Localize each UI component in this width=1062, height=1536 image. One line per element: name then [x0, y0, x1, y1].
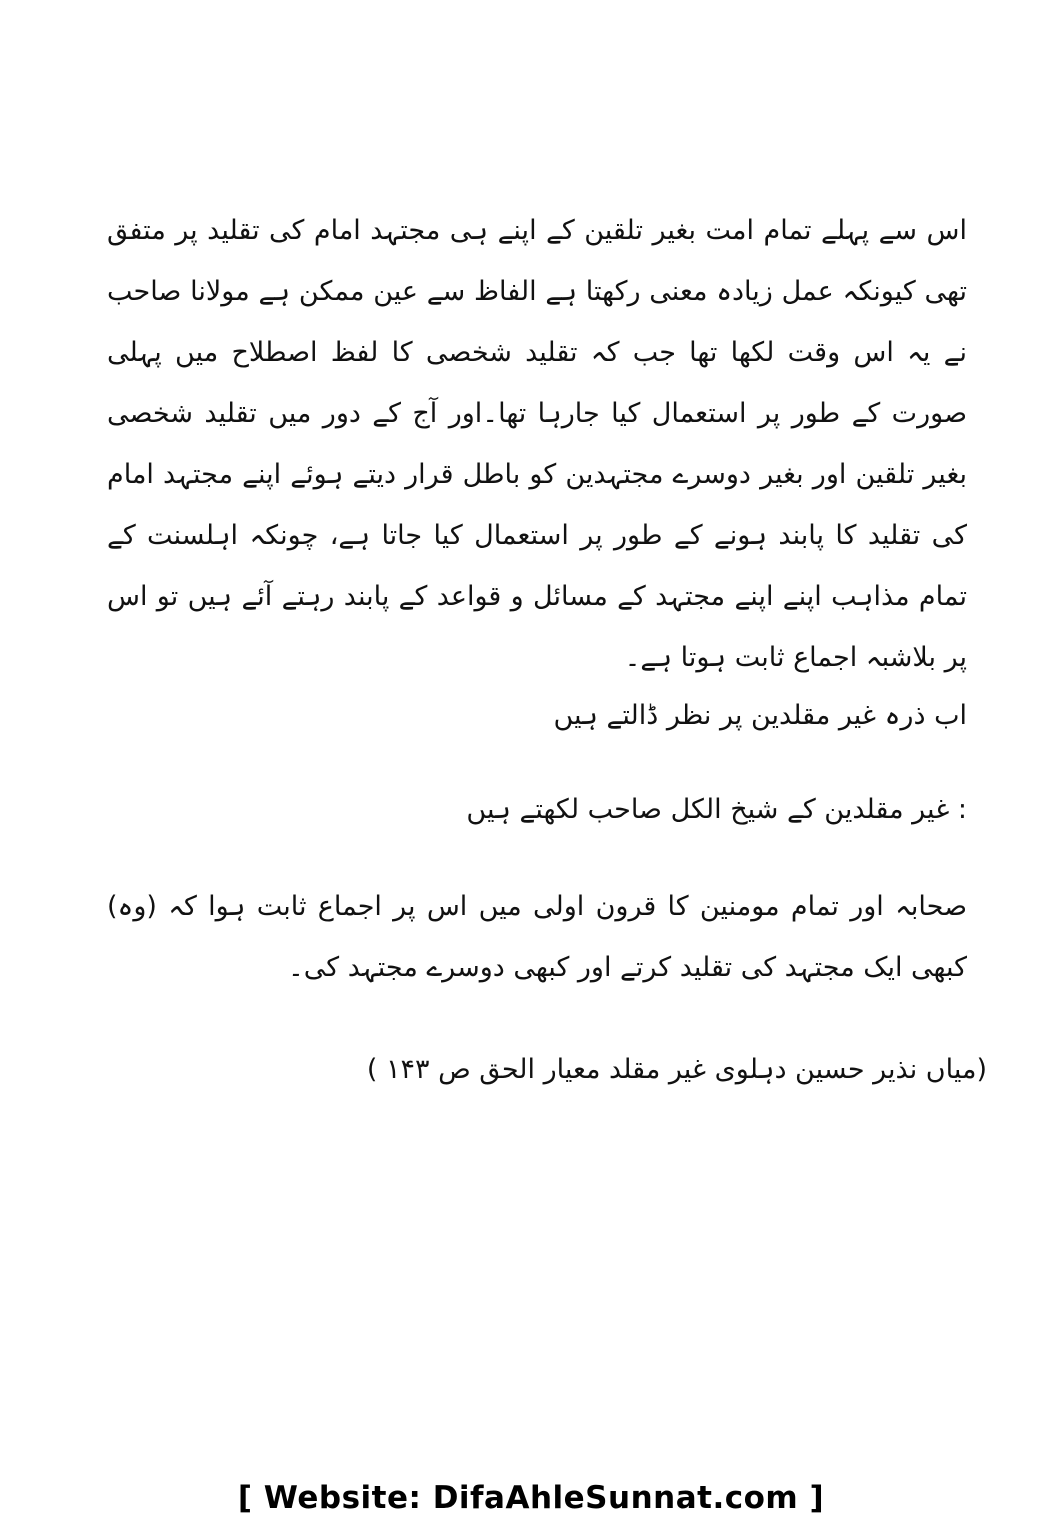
reference-citation: (میاں نذیر حسین دہلوی غیر مقلد معیار الحق ص ۱۴۳ ) [366, 1054, 987, 1085]
main-paragraph: اس سے پہلے تمام امت بغیر تلقین کے اپنے ہی مجتہد امام کی تقلید پر متفق تھی کیونکہ عمل زیادہ معنی رکھتا ہے الفاظ سے عین ممکن ہے مولانا صاحب نے یہ اس وقت لکھا تھا جب کہ تقلید شخصی کا لفظ اصطلاح میں پہلی صورت کے طور پر استعمال کیا جارہا تھا۔اور آج کے دور میں تقلید شخصی بغیر تلقین اور بغیر دوسرے مجتہدین کو باطل قرار دیتے ہوئے اپنے مجتہد امام کی تقلید کا پابند ہونے کے طور پر استعمال کیا جاتا ہے، چونکہ اہلسنت کے تمام مذاہب اپنے اپنے مجتہد کے مسائل و قواعد کے پابند رہتے آئے ہیں تو اس پر بلاشبہ اجماع ثابت ہوتا ہے۔ [107, 215, 967, 673]
quote-intro-line: : غیر مقلدین کے شیخ الکل صاحب لکھتے ہیں [466, 794, 967, 825]
section-intro-line: اب ذرہ غیر مقلدین پر نظر ڈالتے ہیں [553, 700, 967, 731]
website-footer: [ Website: DifaAhleSunnat.com ] [237, 1480, 825, 1516]
quote-paragraph: صحابہ اور تمام مومنین کا قرون اولی میں اس پر اجماع ثابت ہوا کہ (وہ) کبھی ایک مجتہد کی تقلید کرتے اور کبھی دوسرے مجتہد کی۔ [107, 891, 967, 983]
